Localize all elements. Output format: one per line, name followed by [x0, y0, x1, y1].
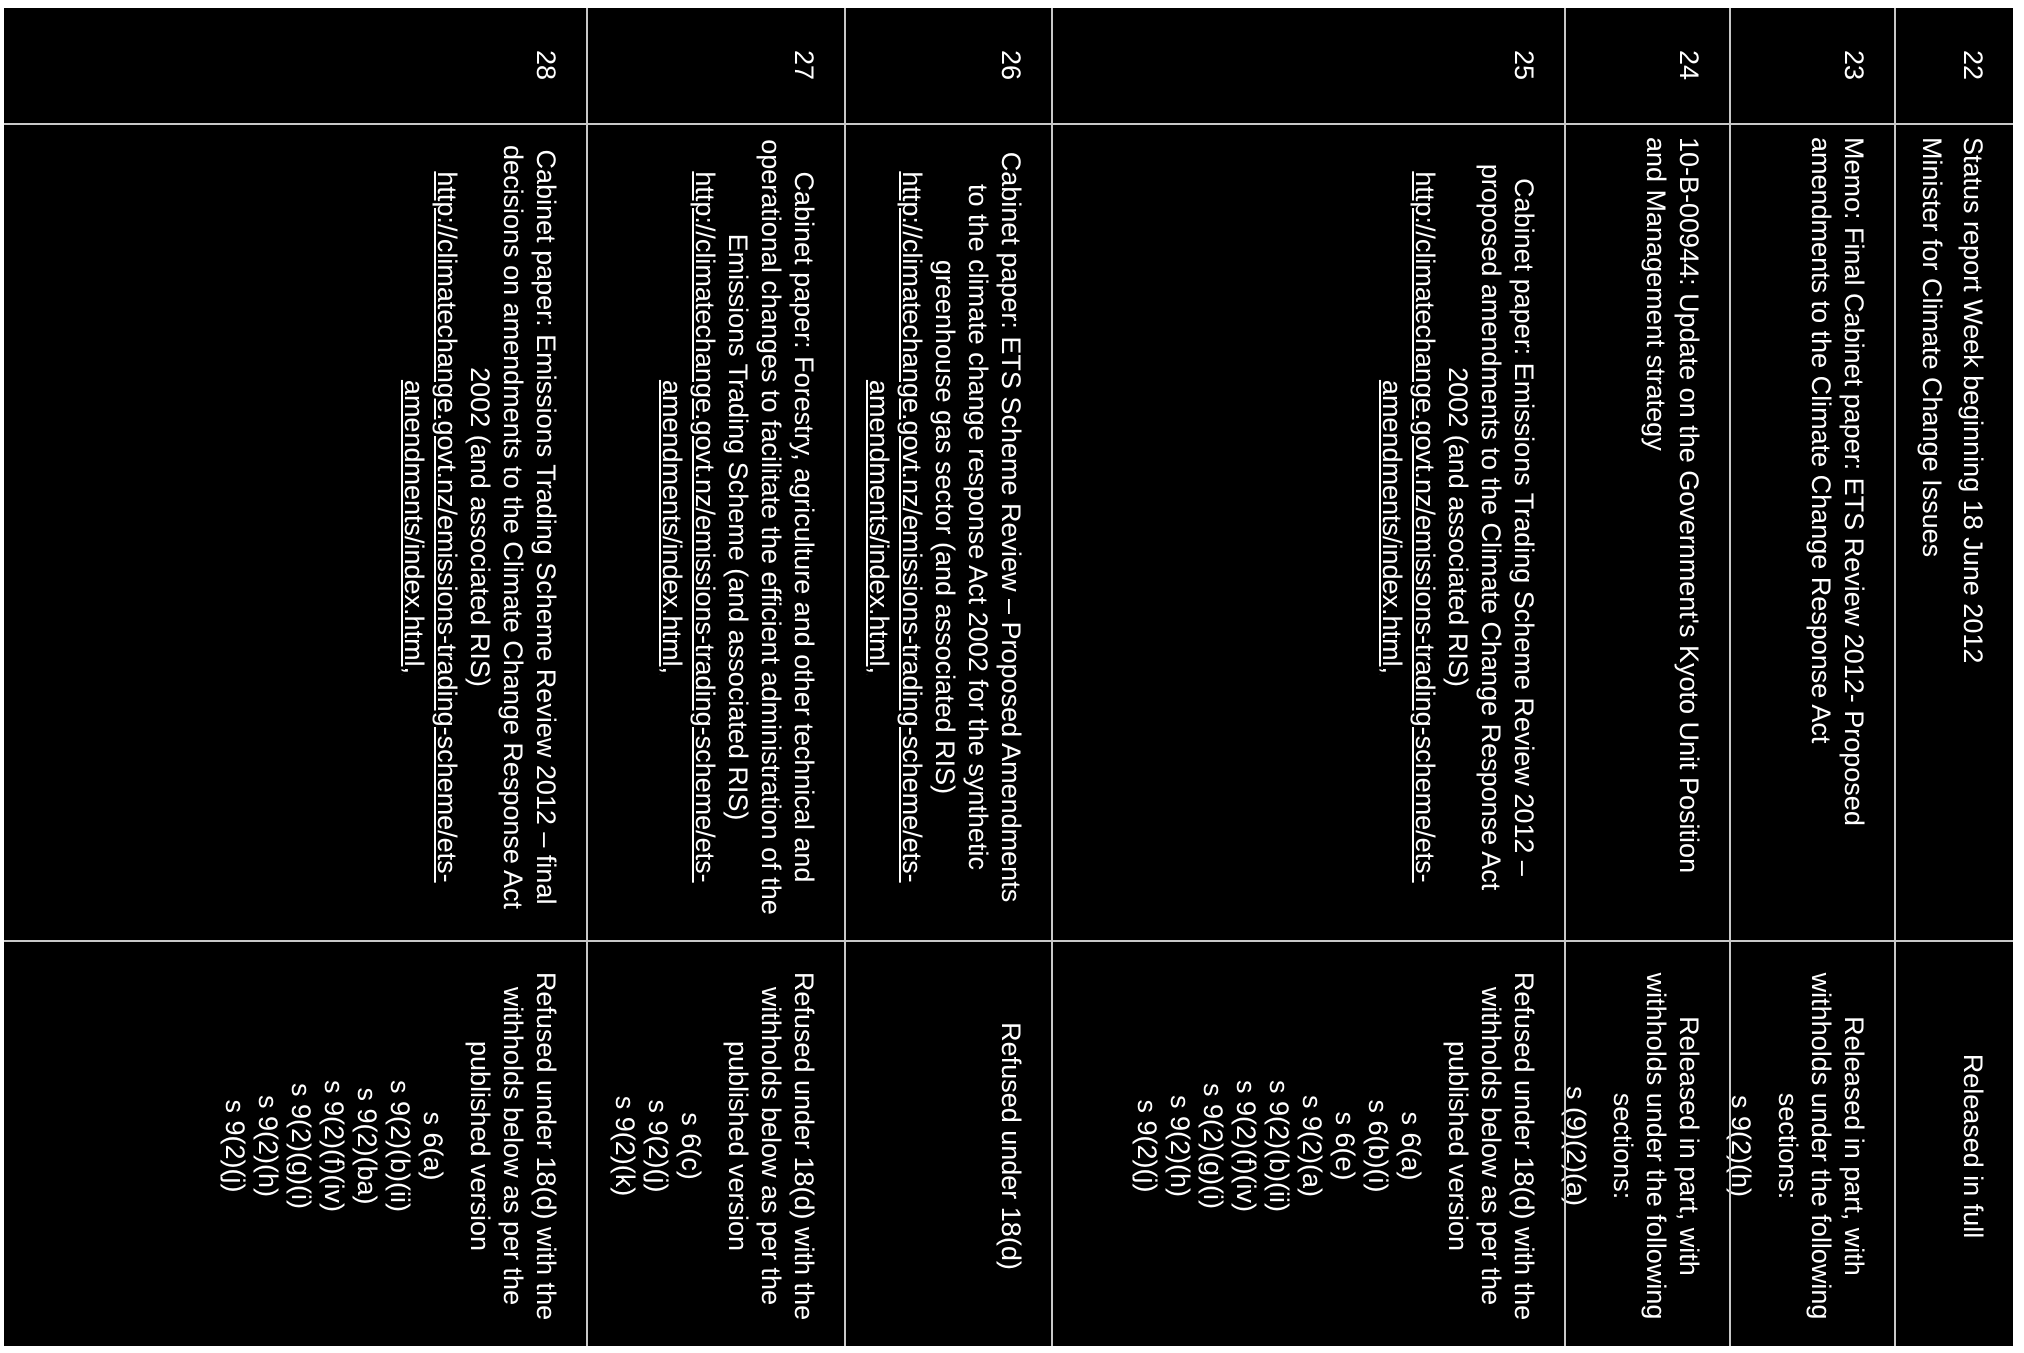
item-number: 26	[996, 50, 1026, 81]
withhold-section: s 9(2)(h)	[1165, 1094, 1195, 1197]
decision-text: Refused under 18(d) with the withholds below as per the published version	[1443, 971, 1539, 1321]
item-number-cell	[1731, 8, 1894, 123]
table-row	[846, 8, 1053, 1346]
document-link[interactable]: http://climatechange.govt.nz/emissions-trading-scheme/ets-amendments/index.html,	[1377, 171, 1440, 883]
decision-text: Refused under 18(d) with the withholds below as per the published version	[465, 971, 561, 1321]
item-number-cell	[1896, 8, 2013, 123]
withhold-section: s (9)(2)(a)	[1561, 1086, 1591, 1206]
decision-text: Refused under 18(d)	[996, 1022, 1026, 1270]
decision-cell	[588, 940, 844, 1346]
withhold-section: s 9(2)(g)(i)	[1198, 1083, 1228, 1209]
item-number: 28	[531, 50, 561, 81]
decision-cell	[1053, 940, 1564, 1346]
withhold-section: s 6(a)	[1396, 1111, 1426, 1181]
withhold-section: s 9(2)(b)(ii)	[385, 1080, 415, 1212]
document-title: Cabinet paper: Emissions Trading Scheme Review 2012 – final decisions on amendments to the Climate Change Response Act 2002 (and associated RIS)	[465, 145, 561, 909]
document-cell	[4, 123, 586, 940]
document-link[interactable]: http://climatechange.govt.nz/emissions-trading-scheme/ets-amendments/index.html,	[864, 171, 927, 883]
decision-cell	[1726, 940, 1894, 1346]
item-number: 27	[789, 50, 819, 81]
item-number: 22	[1958, 50, 1988, 81]
item-number: 23	[1839, 50, 1869, 81]
item-number-cell	[4, 8, 586, 123]
document-cell	[846, 123, 1051, 940]
item-number: 24	[1674, 50, 1704, 81]
withhold-section: s 6(e)	[1330, 1111, 1360, 1181]
item-number-cell	[588, 8, 844, 123]
decision-text: Released in full	[1958, 1053, 1988, 1239]
document-title: Cabinet paper: ETS Scheme Review – Proposed Amendments to the climate change response Act 2002 for the synthetic greenhouse gas sector (and associated RIS)	[930, 151, 1026, 903]
document-cell	[588, 123, 844, 940]
document-title: Cabinet paper: Emissions Trading Scheme Review 2012 – proposed amendments to the Climate Change Response Act 2002 (and associated RIS)	[1443, 163, 1539, 891]
document-cell	[1896, 123, 2013, 940]
withhold-section: s 6(b)(i)	[1363, 1099, 1393, 1193]
table-row	[1053, 8, 1566, 1346]
document-title: 10-B-00944: Update on the Government's Kyoto Unit Position and Management strategy	[1641, 137, 1704, 874]
withhold-section: s 9(2)(ba)	[352, 1087, 382, 1205]
decision-text: Released in part, with withholds under the following sections:	[1608, 972, 1704, 1320]
decision-text: Refused under 18(d) with the withholds below as per the published version	[723, 971, 819, 1321]
withhold-section: s 9(2)(h)	[1726, 1094, 1756, 1197]
withhold-section: s 9(2)(f)(iv)	[319, 1080, 349, 1212]
table-row	[1896, 8, 2013, 1346]
release-schedule-table	[4, 8, 2013, 1346]
item-number-cell	[846, 8, 1051, 123]
document-title: Memo: Final Cabinet paper: ETS Review 2012- Proposed amendments to the Climate Change Response Act	[1806, 137, 1869, 826]
table-row	[4, 8, 588, 1346]
document-cell	[1731, 123, 1894, 940]
document-cell	[1566, 123, 1729, 940]
document-cell	[1053, 123, 1564, 940]
item-number: 25	[1509, 50, 1539, 81]
document-subtitle: Minister for Climate Change Issues	[1917, 137, 1947, 558]
table-row	[1726, 8, 1896, 1346]
decision-cell	[4, 940, 586, 1346]
withhold-section: s 6(a)	[418, 1111, 448, 1181]
item-number-cell	[1053, 8, 1564, 123]
withhold-section: s 9(2)(j)	[1132, 1099, 1162, 1193]
table-row	[588, 8, 846, 1346]
decision-cell	[1561, 940, 1729, 1346]
document-title: Cabinet paper: Forestry, agriculture and other technical and operational changes to facilitate the efficient administration of the Emissions Trading Scheme (and associated RIS)	[723, 139, 819, 915]
withhold-section: s 9(2)(k)	[610, 1095, 640, 1197]
decision-text: Released in part, with withholds under the following sections:	[1773, 972, 1869, 1320]
document-title: Status report Week beginning 18 June 2012	[1958, 137, 1988, 664]
withhold-section: s 9(2)(h)	[253, 1094, 283, 1197]
decision-cell	[846, 940, 1051, 1346]
withhold-section: s 9(2)(a)	[1297, 1094, 1327, 1197]
withhold-section: s 6(c)	[676, 1112, 706, 1180]
decision-cell	[1896, 940, 2013, 1346]
withhold-section: s 9(2)(j)	[220, 1099, 250, 1193]
table-row	[1561, 8, 1731, 1346]
item-number-cell	[1566, 8, 1729, 123]
withhold-section: s 9(2)(f)(iv)	[1231, 1080, 1261, 1212]
withhold-section: s 9(2)(j)	[643, 1099, 673, 1193]
document-link[interactable]: http://climatechange.govt.nz/emissions-trading-scheme/ets-amendments/index.html,	[657, 171, 720, 883]
withhold-section: s 9(2)(b)(ii)	[1264, 1080, 1294, 1212]
document-link[interactable]: http://climatechange.govt.nz/emissions-trading-scheme/ets-amendments/index.html,	[399, 171, 462, 883]
withhold-section: s 9(2)(g)(i)	[286, 1083, 316, 1209]
